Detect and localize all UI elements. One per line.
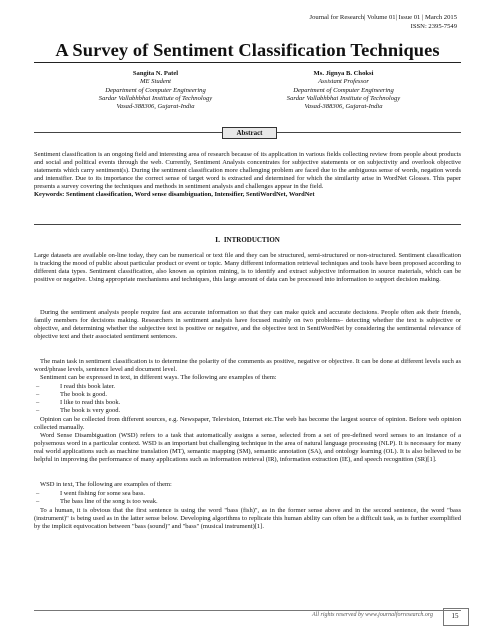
page-number: 15 [451, 612, 459, 620]
dash-bullet-icon: – [36, 383, 40, 390]
intro-paragraph-4: Sentiment can be expressed in text, in different ways. The following are examples of them: [40, 374, 277, 381]
abstract-label: Abstract [222, 127, 277, 139]
list-item: – The bass line of the song is too weak. [36, 498, 158, 505]
dash-bullet-icon: – [36, 391, 40, 398]
author-inst: Sardar Vallabhbhai Institute of Technology [98, 94, 213, 102]
list-item: – The book is good. [36, 391, 107, 398]
journal-header-line1: Journal for Research| Volume 01| Issue 01 | March 2015 [309, 14, 457, 21]
section-title: INTRODUCTION [223, 236, 280, 244]
dash-bullet-icon: – [36, 498, 40, 505]
list-item: – I like to read this book. [36, 399, 121, 406]
intro-paragraph-8: To a human, it is obvious that the first sentence is using the word "bass (fish)", as in the former sense above and in the second sentence, the word "bass (instrument)" is being used as in the latter sense below. Developing algorithms to replicate this human ability can often be a difficult task, as is further exemplified by the implicit equivocation between "bass (sound)" and "bass" (musical instrument)[1]. [34, 507, 461, 531]
author-place: Vasad-388306, Gujarat-India [304, 103, 383, 111]
list-item: – I went fishing for some sea bass. [36, 490, 146, 497]
author-role: ME Student [140, 78, 171, 86]
title-rule [34, 62, 461, 63]
intro-paragraph-3: The main task in sentiment classification is to determine the polarity of the comments as positive, negative or objective. It can be done at different levels such as word/phrase levels, sentence level and document level. [34, 358, 461, 374]
dash-bullet-icon: – [36, 399, 40, 406]
dash-bullet-icon: – [36, 407, 40, 414]
dash-bullet-icon: – [36, 490, 40, 497]
author-block-2 [236, 70, 451, 111]
author-name: Ms. Jignya B. Choksi [313, 70, 374, 77]
author-inst: Sardar Vallabhbhai Institute of Technology [286, 94, 401, 102]
footer-rule [34, 610, 461, 611]
author-dept: Department of Computer Engineering [293, 86, 394, 94]
section-heading [0, 235, 495, 244]
author-place: Vasad-388306, Gujarat-India [116, 103, 195, 111]
journal-issn: ISSN: 2395-7549 [410, 23, 457, 30]
author-role: Assistant Professor [318, 78, 369, 86]
intro-paragraph-6: Word Sense Disambiguation (WSD) refers to a task that automatically assigns a sense, selected from a set of pre-defined word senses to an instance of a polysemous word in a particular context. WSD is an important but challenging technique in the area of natural language processing (NLP). It is necessary for many real world applications such as machine translation (MT), semantic mapping (SM), semantic annotation (SA), and ontology learning (OL). It is also believed to be helpful in improving the performance of many applications such as information retrieval (IR), information extraction (IE), and speech recognition (SR)[1]. [34, 432, 461, 464]
intro-paragraph-5: Opinion can be collected from different sources, e.g. Newspaper, Television, Internet etc.The web has become the largest source of opinion. Before web opinion collected manually. [34, 416, 461, 432]
footer-rights: All rights reserved by www.journalforresearch.org [312, 612, 433, 618]
section-number: I. [215, 235, 221, 244]
abstract-body: Sentiment classification is an ongoing field and interesting area of research because of its application in various fields collecting review from people about products and social and political events through the web. Currently, Sentiment Analysis concentrates for subjective statements or on subjectivity and overlook objective statements which carry sentiment(s). During the sentiment classification more challenging problem are faced due to the ambiguous sense of words, negation words and intensifier. Due to its importance the correct sense of target word is extracted and determined for which the similarity arise in WordNet Glosses. This paper presents a survey covering the techniques and methods in sentiment analysis and challenges appear in the field. [34, 151, 461, 191]
intro-paragraph-7: WSD in text, The following are examples of them: [40, 481, 172, 488]
keywords-list: Sentiment classification, Word sense disambiguation, Intensifier, SentiWordNet, WordNet [65, 191, 315, 199]
author-block-1 [48, 70, 263, 111]
list-item: – The book is very good. [36, 407, 121, 414]
list-item: – I read this book later. [36, 383, 116, 390]
intro-paragraph-1: Large datasets are available on-line today, they can be numerical or text file and they can be structured, semi-structured or non-structured. Sentiment classification is tracking the mood of public about particular product or event or topic. Many different information retrieval techniques and tools have been proposed according to different data types. Sentiment classification, also known as opinion mining, is to identify and extract subjective information in source materials, which can be positive or negative. Using appropriate mechanisms and techniques, this large amount of data can be processed into information to support decision making. [34, 252, 461, 284]
keywords-label: Keywords: [34, 191, 65, 199]
author-dept: Department of Computer Engineering [105, 86, 206, 94]
intro-paragraph-2: During the sentiment analysis people require fast ans accurate information so that they can make quick and accurate decisions. People often ask their friends, family members for decisions making. Researchers in sentiment analysis have focused mainly on two problems– detecting whether the text is subjective or objective, and determining whether the subjective text is positive or negative, and the objective text in SentiWordNet by considering the sentimental relevance of objective text and their associated sentiment sentences. [34, 309, 461, 341]
author-name: Sangita N. Patel [132, 70, 179, 77]
paper-title: A Survey of Sentiment Classification Techniques [55, 40, 440, 60]
abstract-text [34, 151, 461, 200]
abstract-bottom-rule [34, 224, 461, 225]
